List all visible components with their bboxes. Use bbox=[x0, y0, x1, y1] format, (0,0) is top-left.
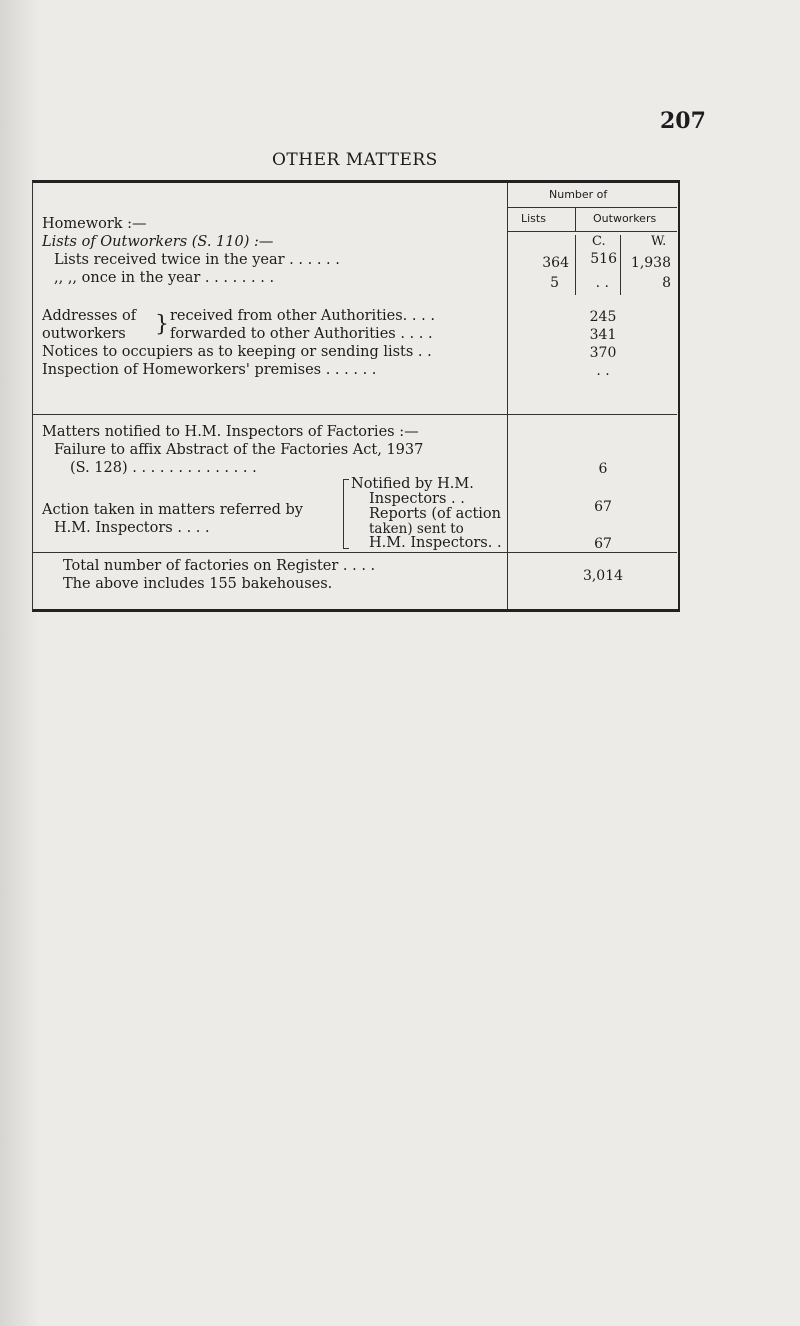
total-factories-label: Total number of factories on Register . . . . bbox=[63, 558, 376, 574]
addresses-brace: } bbox=[155, 312, 169, 337]
action-taken-line1: Action taken in matters referred by bbox=[42, 502, 303, 518]
reports-line1: Reports (of action bbox=[369, 506, 501, 522]
row-received-twice: Lists received twice in the year . . . . . . bbox=[54, 252, 340, 268]
twice-c-value: 516 bbox=[590, 251, 617, 267]
page-number: 207 bbox=[660, 108, 706, 134]
notified-value: 67 bbox=[594, 499, 612, 515]
page-title: OTHER MATTERS bbox=[272, 150, 438, 170]
lists-of-outworkers: Lists of Outworkers (S. 110) :— bbox=[42, 234, 274, 250]
homework-heading: Homework :— bbox=[42, 216, 147, 232]
matters-heading: Matters notified to H.M. Inspectors of Factories :— bbox=[42, 424, 419, 440]
action-taken-line2: H.M. Inspectors . . . . bbox=[54, 520, 210, 536]
header-rule bbox=[507, 207, 677, 208]
inspection-of-premises: Inspection of Homeworkers' premises . . . . . . bbox=[42, 362, 377, 378]
reports-line3: H.M. Inspectors. . bbox=[369, 535, 502, 551]
once-c-value: . . bbox=[595, 275, 609, 291]
notices-value: 370 bbox=[589, 345, 617, 361]
failure-to-affix: Failure to affix Abstract of the Factories Act, 1937 bbox=[54, 442, 424, 458]
column-divider bbox=[507, 183, 508, 609]
lists-outworkers-divider bbox=[575, 207, 576, 231]
w-header: W. bbox=[651, 234, 667, 249]
twice-w-value: 1,938 bbox=[630, 255, 671, 271]
notified-by-line1: Notified by H.M. bbox=[351, 476, 474, 492]
c-w-divider bbox=[620, 235, 621, 295]
addresses-of-label: Addresses of bbox=[42, 308, 137, 324]
lists-c-divider bbox=[575, 235, 576, 295]
once-w-value: 8 bbox=[662, 275, 671, 291]
outworkers-label: outworkers bbox=[42, 326, 126, 342]
total-value: 3,014 bbox=[582, 568, 624, 584]
reports-value: 67 bbox=[594, 536, 612, 552]
twice-lists-value: 364 bbox=[542, 255, 569, 271]
section-rule-1 bbox=[33, 414, 677, 415]
outworkers-header: Outworkers bbox=[593, 212, 657, 225]
forwarded-to-authorities: forwarded to other Authorities . . . . bbox=[170, 326, 433, 342]
c-header: C. bbox=[592, 234, 606, 249]
action-brace bbox=[343, 479, 349, 549]
notices-to-occupiers: Notices to occupiers as to keeping or sending lists . . bbox=[42, 344, 432, 360]
reports-line2: taken) sent to bbox=[369, 521, 464, 537]
forwarded-value: 341 bbox=[589, 327, 617, 343]
received-value: 245 bbox=[589, 309, 617, 325]
section-rule-2 bbox=[33, 552, 677, 553]
received-from-authorities: received from other Authorities. . . . bbox=[170, 308, 435, 324]
bakehouses-note: The above includes 155 bakehouses. bbox=[63, 576, 333, 592]
lists-header: Lists bbox=[521, 212, 546, 225]
failure-value: 6 bbox=[598, 461, 608, 477]
number-of-header: Number of bbox=[549, 188, 608, 201]
inspection-value: . . bbox=[596, 363, 610, 379]
s128-reference: (S. 128) . . . . . . . . . . . . . . bbox=[70, 460, 257, 476]
other-matters-table bbox=[32, 180, 680, 612]
once-lists-value: 5 bbox=[550, 275, 559, 291]
notified-by-line2: Inspectors . . bbox=[369, 491, 465, 507]
row-received-once: ,, ,, once in the year . . . . . . . . bbox=[54, 270, 275, 286]
subheader-rule bbox=[507, 231, 677, 232]
